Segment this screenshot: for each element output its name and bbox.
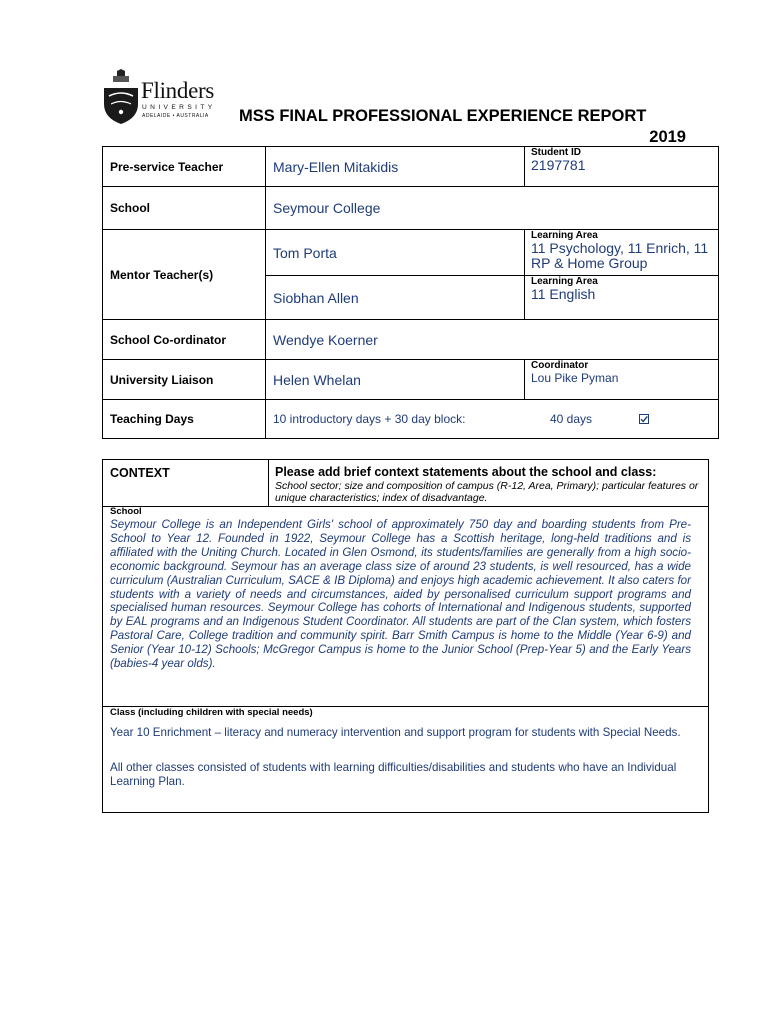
liaison-value: Helen Whelan xyxy=(266,360,525,400)
coordinator-cell xyxy=(525,360,719,400)
report-year: 2019 xyxy=(649,128,686,146)
logo-name: Flinders xyxy=(141,78,214,103)
learning-area-label: Learning Area xyxy=(531,230,598,241)
class-context-paragraph-1: Year 10 Enrichment – literacy and numeracy intervention and support program for students with Special Needs. xyxy=(110,726,681,739)
logo-university: UNIVERSITY xyxy=(142,104,216,111)
context-table xyxy=(102,459,709,813)
liaison-label: University Liaison xyxy=(103,360,266,400)
class-context-paragraph-2: All other classes consisted of students with learning difficulties/disabilities and students who have an Individual Learning Plan. xyxy=(110,761,677,788)
preservice-label: Pre-service Teacher xyxy=(103,147,266,187)
student-id-cell xyxy=(525,147,719,187)
student-id-value: 2197781 xyxy=(531,157,586,173)
context-subheading: School sector; size and composition of campus (R-12, Area, Primary); particular features or unique characteristics; index of disadvantage. xyxy=(275,480,699,504)
student-id-label: Student ID xyxy=(531,147,581,158)
mentor-1-area: 11 Psychology, 11 Enrich, 11 RP & Home Group xyxy=(531,240,709,271)
teaching-days-value: 10 introductory days + 30 day block: xyxy=(273,412,466,426)
coordinator-value: Lou Pike Pyman xyxy=(531,371,619,385)
class-context-label: Class (including children with special needs) xyxy=(110,707,313,718)
school-coordinator-label: School Co-ordinator xyxy=(103,320,266,360)
mentor-2-area: 11 English xyxy=(531,286,596,302)
context-label: CONTEXT xyxy=(103,460,269,506)
preservice-value: Mary-Ellen Mitakidis xyxy=(266,147,525,187)
school-label: School xyxy=(103,187,266,230)
mentor-1-area-cell xyxy=(525,230,719,276)
university-logo xyxy=(101,68,221,126)
crest-icon xyxy=(101,68,141,126)
school-context-label: School xyxy=(110,506,142,517)
context-heading: Please add brief context statements about the school and class: xyxy=(275,465,657,479)
context-header xyxy=(103,460,708,507)
teaching-days-cell xyxy=(266,400,719,439)
teaching-days-label: Teaching Days xyxy=(103,400,266,439)
school-context-section xyxy=(103,506,708,707)
mentor-2-value: Siobhan Allen xyxy=(266,276,525,320)
coordinator-label: Coordinator xyxy=(531,360,589,371)
logo-location: ADELAIDE • AUSTRALIA xyxy=(142,113,209,119)
checked-checkbox-icon[interactable] xyxy=(639,414,649,424)
teaching-days-total: 40 days xyxy=(550,412,593,426)
learning-area-label-2: Learning Area xyxy=(531,276,598,287)
mentor-label: Mentor Teacher(s) xyxy=(103,230,266,320)
context-instructions xyxy=(275,465,703,504)
mentor-1-value: Tom Porta xyxy=(266,230,525,276)
school-coordinator-value: Wendye Koerner xyxy=(266,320,719,360)
mentor-2-area-cell xyxy=(525,276,719,320)
teacher-info-table xyxy=(102,146,719,439)
class-context-section xyxy=(103,707,708,811)
school-context-text: Seymour College is an Independent Girls' school of approximately 750 day and boarding students from Pre-School to Year 12. Founded in 1922, Seymour College has a Scottish heritage, long-held traditions and is affiliated with the Uniting Church. Located in Glen Osmond, its students/families are generally from a high socio-economic background. Seymour has an average class size of around 23 students, is well resourced, has a wide curriculum (Australian Curriculum, SACE & IB Diploma) and enjoys high academic achievement. It also caters for students with a variety of needs and circumstances, aided by personalised curriculum support programs and specialised human resources. Seymour College has cohorts of International and Indigenous students, supported by EAL programs and an Indigenous Student Coordinator. All students are part of the Clan system, which fosters Pastoral Care, College tradition and community spirit. Barr Smith Campus is home to the Middle (Year 6-9) and Senior (Year 10-12) Schools; McGregor Campus is home to the Junior School (Prep-Year 5) and the Early Years (babies-4 year olds). xyxy=(110,518,691,671)
page-title: MSS FINAL PROFESSIONAL EXPERIENCE REPORT xyxy=(239,107,647,125)
school-value: Seymour College xyxy=(266,187,719,230)
